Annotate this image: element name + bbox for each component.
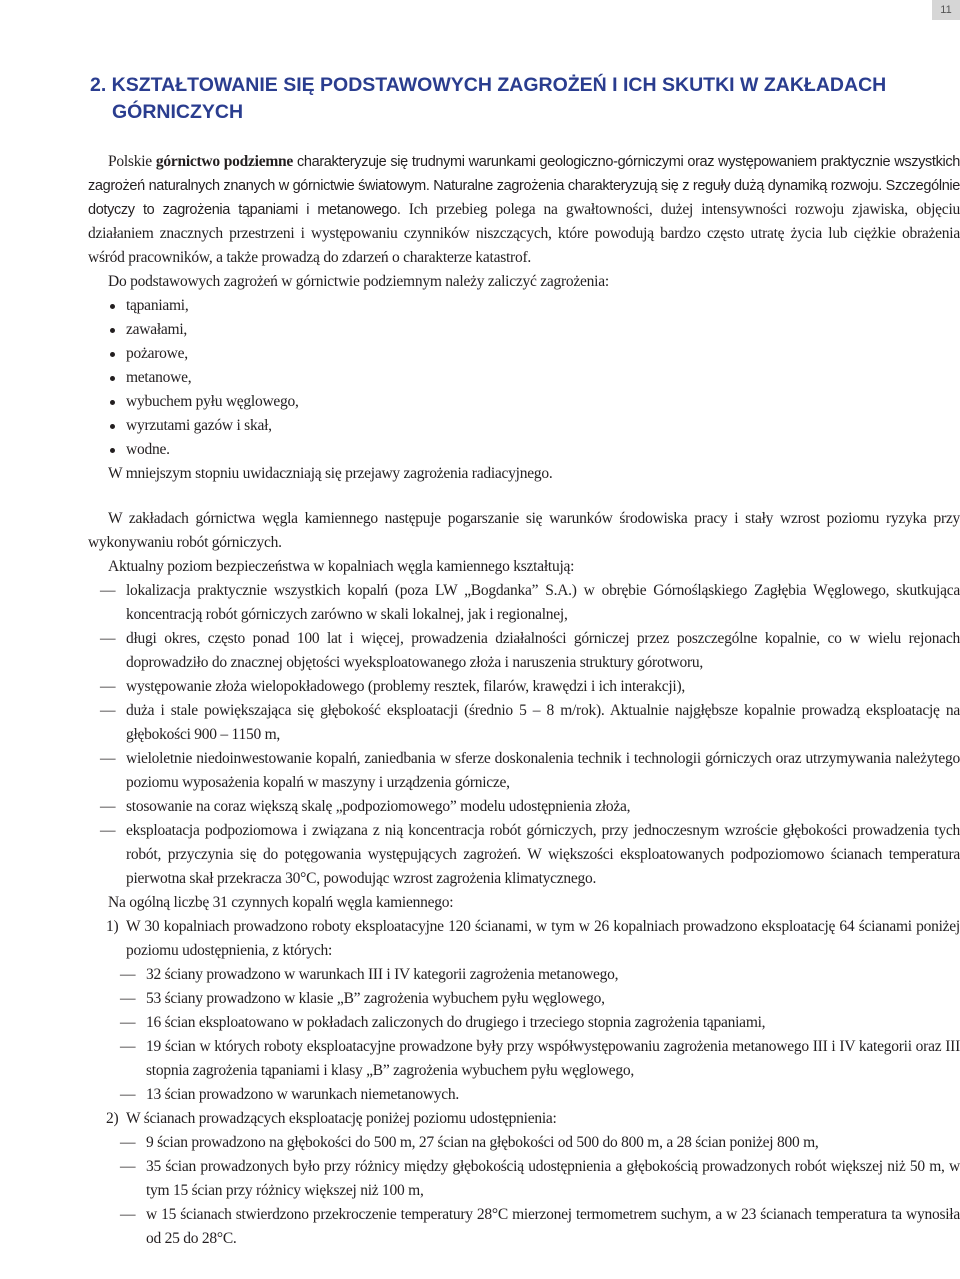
list-item: — 9 ścian prowadzono na głębokości do 500 m, 27 ścian na głębokości od 500 do 800 m, a 28 ścian poniżej 800 m,	[88, 1131, 960, 1155]
list-item: tąpaniami,	[88, 294, 960, 318]
item-number: 2)	[106, 1110, 119, 1127]
list-item: — 32 ściany prowadzono w warunkach III i IV kategorii zagrożenia metanowego,	[88, 963, 960, 987]
main-content	[88, 150, 960, 1251]
item-text: W 30 kopalniach prowadzono roboty eksploatacyjne 120 ścianami, w tym w 26 kopalniach prowadzono eksploatację 64 ścianami poniżej poziomu udostępnienia, z których:	[126, 918, 960, 959]
mines-intro: Na ogólną liczbę 31 czynnych kopalń węgla kamiennego:	[108, 894, 454, 911]
list-item: — duża i stale powiększająca się głębokość eksploatacji (średnio 5 – 8 m/rok). Aktualnie najgłębsze kopalnie prowadzą eksploatację na głębokości 900 – 1150 m,	[88, 699, 960, 747]
list-item: — w 15 ścianach stwierdzono przekroczenie temperatury 28°C mierzonej termometrem suchym, a w 23 ścianach temperatura ta wynosiła od 25 do 28°C.	[88, 1203, 960, 1251]
intro-paragraph	[88, 150, 960, 270]
list-item: — stosowanie na coraz większą skalę „podpoziomowego” modelu udostępnienia złoża,	[88, 795, 960, 819]
safety-intro: Aktualny poziom bezpieczeństwa w kopalniach węgla kamiennego kształtują:	[108, 558, 575, 575]
item-number: 1)	[106, 918, 119, 935]
intro-text-part1: charakteryzuje się trudnymi warunkami geologiczno-górniczymi oraz występowaniem praktycznie wszystkich zagrożeń naturalnych znanych w górnictwie światowym. Naturalne zagrożenia charakteryzują się z reguły dużą dynamiką rozwoju. Szczególnie dotyczy to zagrożenia tąpaniami i metanowego.	[88, 154, 960, 218]
list-item: — eksploatacja podpoziomowa i związana z nią koncentracja robót górniczych, przy jednoczesnym wzroście głębokości prowadzenia tych robót, przyczynia się do potęgowania występujących zagrożeń. W większości eksploatowanych podpoziomowo ścianach temperatura pierwotna skał przekracza 30°C, powodując wzrost zagrożenia klimatycznego.	[88, 819, 960, 891]
intro-lead: Polskie	[108, 153, 156, 170]
list-item: — 53 ściany prowadzono w klasie „B” zagrożenia wybuchem pyłu węglowego,	[88, 987, 960, 1011]
intro-bold-term: górnictwo podziemne	[155, 153, 294, 170]
list-item: — występowanie złoża wielopokładowego (problemy resztek, filarów, krawędzi i ich interakcji),	[88, 675, 960, 699]
list-item: — 35 ścian prowadzonych było przy różnicy między głębokością udostępnienia a głębokością prowadzonych robót większej niż 50 m, w tym 15 ścian przy różnicy większej niż 100 m,	[88, 1155, 960, 1203]
list-item: — lokalizacja praktycznie wszystkich kopalń (poza LW „Bogdanka” S.A.) w obrębie Górnośląskiego Zagłębia Węglowego, skutkująca koncentracją robót górniczych zarówno w skali lokalnej, jak i regionalnej,	[88, 579, 960, 627]
list-item: zawałami,	[88, 318, 960, 342]
list-item: — długi okres, często ponad 100 lat i więcej, prowadzenia działalności górniczej przez poszczególne kopalnie, co w wielu rejonach doprowadziło do znacznej objętości wyeksploatowanego złoża i naruszenia struktury górotworu,	[88, 627, 960, 675]
list-item: pożarowe,	[88, 342, 960, 366]
numbered-item-1	[88, 915, 960, 963]
hazards-intro: Do podstawowych zagrożeń w górnictwie podziemnym należy zaliczyć zagrożenia:	[108, 273, 609, 290]
hazards-list	[88, 294, 960, 462]
list-item: — wieloletnie niedoinwestowanie kopalń, zaniedbania w sferze doskonalenia technik i technologii górniczych oraz utrzymywania należytego poziomu wyposażenia kopalń w maszyny i urządzenia górnicze,	[88, 747, 960, 795]
intro-text-part2: Ich przebieg polega na gwałtowności, dużej intensywności rozwoju zjawiska, objęciu działaniem znacznych przestrzeni i występowaniu czynników niszczących, które powodują bardzo często utratę życia lub ciężkie obrażenia wśród pracowników, a także prowadzą do zdarzeń o charakterze katastrof.	[88, 201, 960, 266]
list-item: metanowe,	[88, 366, 960, 390]
conditions-paragraph: W zakładach górnictwa węgla kamiennego następuje pogarszanie się warunków środowiska pracy i stały wzrost poziomu ryzyka przy wykonywaniu robót górniczych.	[88, 510, 960, 551]
list-item: wodne.	[88, 438, 960, 462]
list-item: — 16 ścian eksploatowano w pokładach zaliczonych do drugiego i trzeciego stopnia zagrożenia tąpaniami,	[88, 1011, 960, 1035]
page-number: 11	[932, 0, 960, 20]
section-heading	[90, 72, 930, 126]
list-item: — 13 ścian prowadzono w warunkach niemetanowych.	[88, 1083, 960, 1107]
radiation-note: W mniejszym stopniu uwidaczniają się przejawy zagrożenia radiacyjnego.	[108, 465, 553, 482]
numbered-item-2	[88, 1107, 960, 1131]
item-text: W ścianach prowadzących eksploatację poniżej poziomu udostępnienia:	[126, 1110, 557, 1127]
list-item: wybuchem pyłu węglowego,	[88, 390, 960, 414]
section-heading-line1: 2. KSZTAŁTOWANIE SIĘ PODSTAWOWYCH ZAGROŻEŃ I ICH SKUTKI W ZAKŁADACH	[90, 74, 887, 96]
list-item: — 19 ścian w których roboty eksploatacyjne prowadzone były przy współwystępowaniu zagrożenia metanowego III i IV kategorii oraz III stopnia zagrożenia tąpaniami i klasy „B” zagrożenia wybuchem pyłu węglowego,	[88, 1035, 960, 1083]
paragraph-gap	[88, 486, 960, 507]
list-item: wyrzutami gazów i skał,	[88, 414, 960, 438]
section-heading-line2: GÓRNICZYCH	[112, 101, 244, 123]
